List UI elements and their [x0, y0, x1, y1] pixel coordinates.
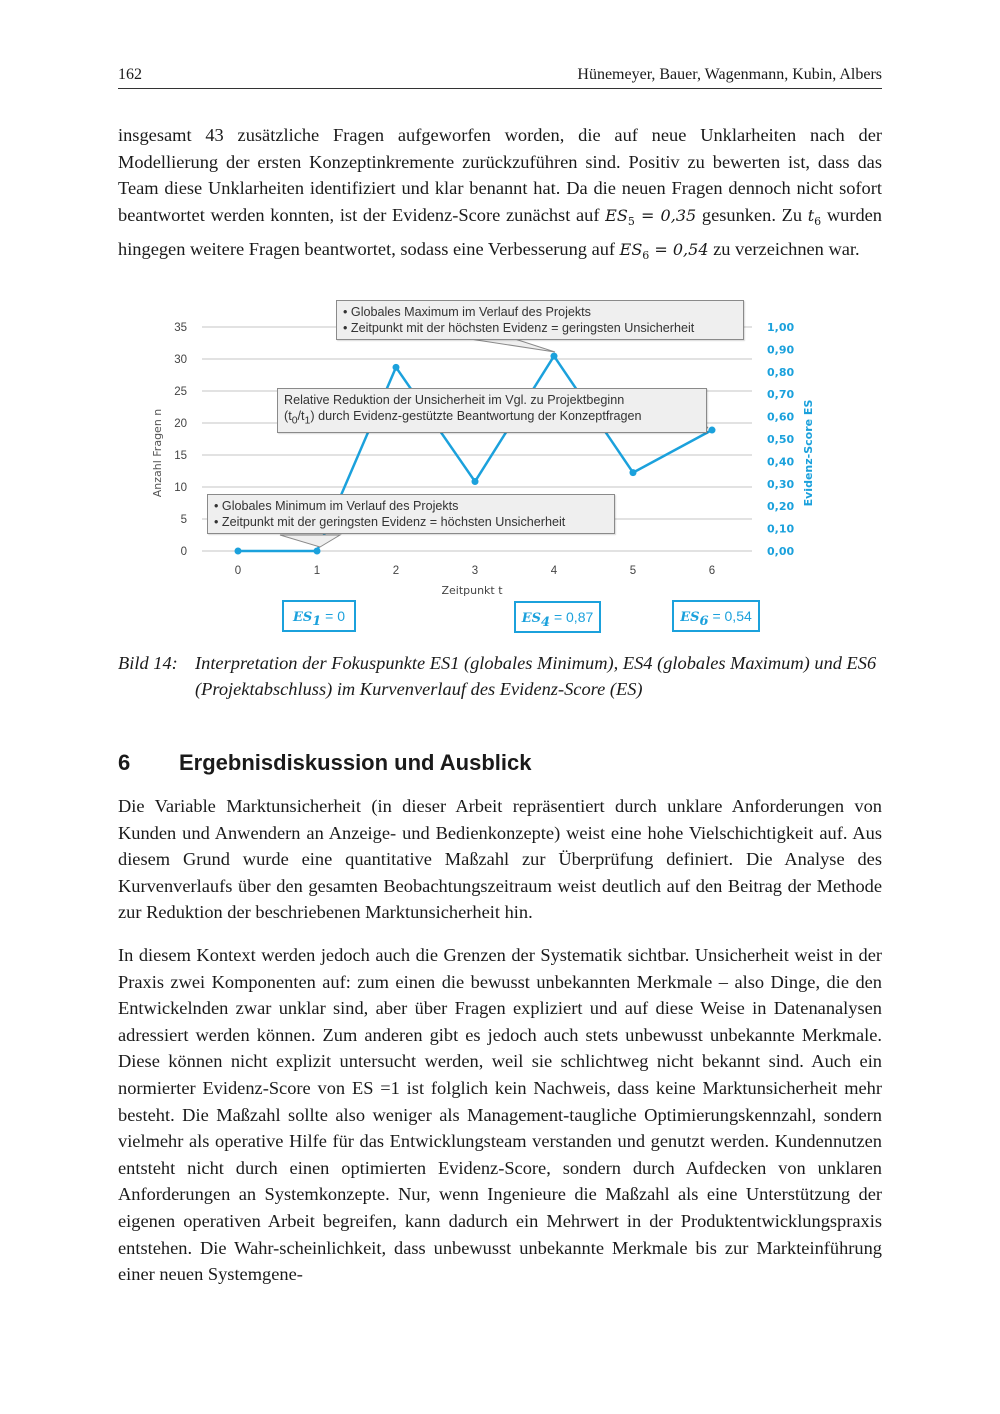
- caption-label: Bild 14:: [118, 653, 178, 673]
- svg-text:20: 20: [174, 418, 187, 430]
- section-title: Ergebnisdiskussion und Ausblick: [179, 750, 532, 775]
- evidenz-score-chart: [140, 295, 860, 640]
- svg-text:0: 0: [180, 546, 187, 558]
- data-point: [314, 548, 321, 555]
- right-axis-ticks: [767, 321, 794, 558]
- body-paragraph-2: In diesem Kontext werden jedoch auch die Grenzen der Systematik sichtbar. Unsicherheit weist in der Praxis zwei Komponenten auf: zum einen die bewusst unbekannten Merkmale – also Dinge, die den Entwickelnden zwar unklar sind, aber über Fragen expliziert und auf diese Weise in Datenanalysen adressiert werden können. Zum anderen gibt es jedoch auch stets unbewusst unbekannte Merkmale. Diese können nicht explizit untersucht werden, weil sie schlichtweg nicht bekannt sind. Auch ein normierter Evidenz-Score von ES =1 ist folglich kein Nachweis, dass keine Marktunsicherheit mehr besteht. Die Maßzahl sollte also weniger als Management-taugliche Optimierungskennzahl, sondern vielmehr als operative Hilfe für das Entwicklungsteam verstanden und genutzt werden. Kundennutzen entsteht nicht durch einen optimierten Evidenz-Score, sondern durch Aufdecken von unklaren Anforderungen an Systemkonzepte. Nur, wenn Ingenieure die Maßzahl als eine Unterstützung der eigenen operativen Arbeit begreifen, kann dadurch ein Mehrwert in der Produktentwicklungspraxis entstehen. Die Wahr-scheinlichkeit, dass unbewusst unbekannte Merkmale bis zur Markteinführung einer neuen Systemgene-: [118, 945, 882, 1285]
- chart-canvas: [140, 295, 860, 640]
- es6-box: $ES_6 = 0,54$: [672, 600, 760, 632]
- body-paragraph-1: Die Variable Marktunsicherheit (in dieser Arbeit repräsentiert durch unklare Anforderungen von Kunden und Anwendern an Anzeige- und Bedienkonzepte) weist eine hohe Vielschichtigkeit auf. Aus diesem Grund wurde eine quantitative Maßzahl zur Überprüfung definiert. Die Analyse des Kurvenverlaufs über den gesamten Beobachtungszeitraum weist deutlich auf den Beitrag der Methode zur Reduktion der beschriebenen Marktunsicherheit hin.: [118, 796, 882, 923]
- running-authors: Hünemeyer, Bauer, Wagenmann, Kubin, Albers: [577, 66, 882, 83]
- svg-text:0: 0: [234, 565, 242, 577]
- svg-text:0,20: 0,20: [767, 500, 795, 514]
- data-point: [709, 427, 716, 434]
- svg-text:5: 5: [180, 514, 187, 526]
- svg-text:2: 2: [392, 565, 400, 577]
- callout-min-pointer: [280, 535, 340, 547]
- svg-text:0,50: 0,50: [767, 433, 795, 446]
- text-segment: wurden hingegen weitere Fragen beantwortet, sodass eine Verbesserung auf: [118, 204, 882, 259]
- svg-text:0,90: 0,90: [767, 343, 795, 357]
- data-point: [551, 353, 558, 360]
- math-t6: $t_6$: [807, 205, 822, 228]
- math-es5: $ES_5 = 0,35$: [605, 205, 697, 228]
- page-header: [118, 66, 882, 89]
- svg-text:0,10: 0,10: [767, 522, 795, 536]
- svg-text:1: 1: [313, 565, 321, 577]
- callout-global-maximum: • Globales Maximum im Verlauf des Projekts • Zeitpunkt mit der höchsten Evidenz = geringsten Unsicherheit: [336, 300, 744, 340]
- x-axis-ticks: [235, 565, 715, 577]
- es4-box: $ES_4 = 0,87$: [514, 601, 601, 633]
- left-axis-ticks: [174, 322, 187, 558]
- callout-relative-reduction: Relative Reduktion der Unsicherheit im Vgl. zu Projektbeginn $(t_0/t_1)$ durch Evidenz-gestützte Beantwortung der Konzeptfragen: [277, 388, 707, 433]
- text-segment: gesunken. Zu: [696, 204, 808, 225]
- svg-text:3: 3: [471, 565, 479, 577]
- left-axis-label: Anzahl Fragen n: [151, 408, 164, 498]
- callout-global-minimum: • Globales Minimum im Verlauf des Projekts • Zeitpunkt mit der geringsten Evidenz = höchsten Unsicherheit: [207, 494, 615, 534]
- caption-text: Interpretation der Fokuspunkte ES1 (globales Minimum), ES4 (globales Maximum) und ES6 (Projektabschluss) im Kurvenverlauf des Evidenz-Score (ES): [195, 653, 877, 699]
- svg-text:0,30: 0,30: [767, 477, 795, 491]
- svg-text:0,00: 0,00: [767, 545, 795, 558]
- svg-text:0,60: 0,60: [767, 410, 795, 424]
- svg-text:6: 6: [708, 565, 716, 577]
- data-point: [472, 478, 479, 485]
- svg-text:5: 5: [629, 565, 637, 577]
- svg-text:15: 15: [174, 450, 187, 462]
- data-point: [393, 364, 400, 371]
- section-number: 6: [118, 750, 131, 775]
- text-segment: insgesamt 43 zusätzliche Fragen aufgeworfen worden, die auf neue Unklarheiten nach der Modellierung der ersten Konzeptinkremente zurückzuführen sind. Positiv zu bewerten ist, dass das Team diese Unklarheiten identifiziert und klar benannt hat. Da die neuen Fragen dennoch nicht sofort beantwortet werden konnten, ist der Evidenz-Score zunächst auf: [118, 125, 882, 225]
- page-number: 162: [118, 66, 142, 83]
- svg-text:30: 30: [174, 354, 187, 366]
- text-segment: zu verzeichnen war.: [708, 238, 860, 259]
- svg-text:0,70: 0,70: [767, 388, 795, 402]
- es1-box: $ES_1 = 0$: [282, 600, 356, 632]
- data-point: [235, 548, 242, 555]
- svg-text:4: 4: [550, 565, 558, 577]
- svg-text:25: 25: [174, 386, 187, 398]
- svg-text:0,80: 0,80: [767, 365, 795, 379]
- intro-paragraph: [118, 122, 882, 269]
- svg-text:35: 35: [174, 322, 187, 334]
- data-point: [630, 469, 637, 476]
- svg-text:0,40: 0,40: [767, 455, 795, 469]
- callout-max-pointer: [470, 339, 555, 352]
- right-axis-label: Evidenz-Score ES: [802, 399, 815, 507]
- x-axis-label: Zeitpunkt t: [441, 584, 503, 597]
- math-es6: $ES_6 = 0,54$: [619, 239, 709, 262]
- svg-text:10: 10: [174, 482, 187, 494]
- svg-text:1,00: 1,00: [767, 321, 795, 334]
